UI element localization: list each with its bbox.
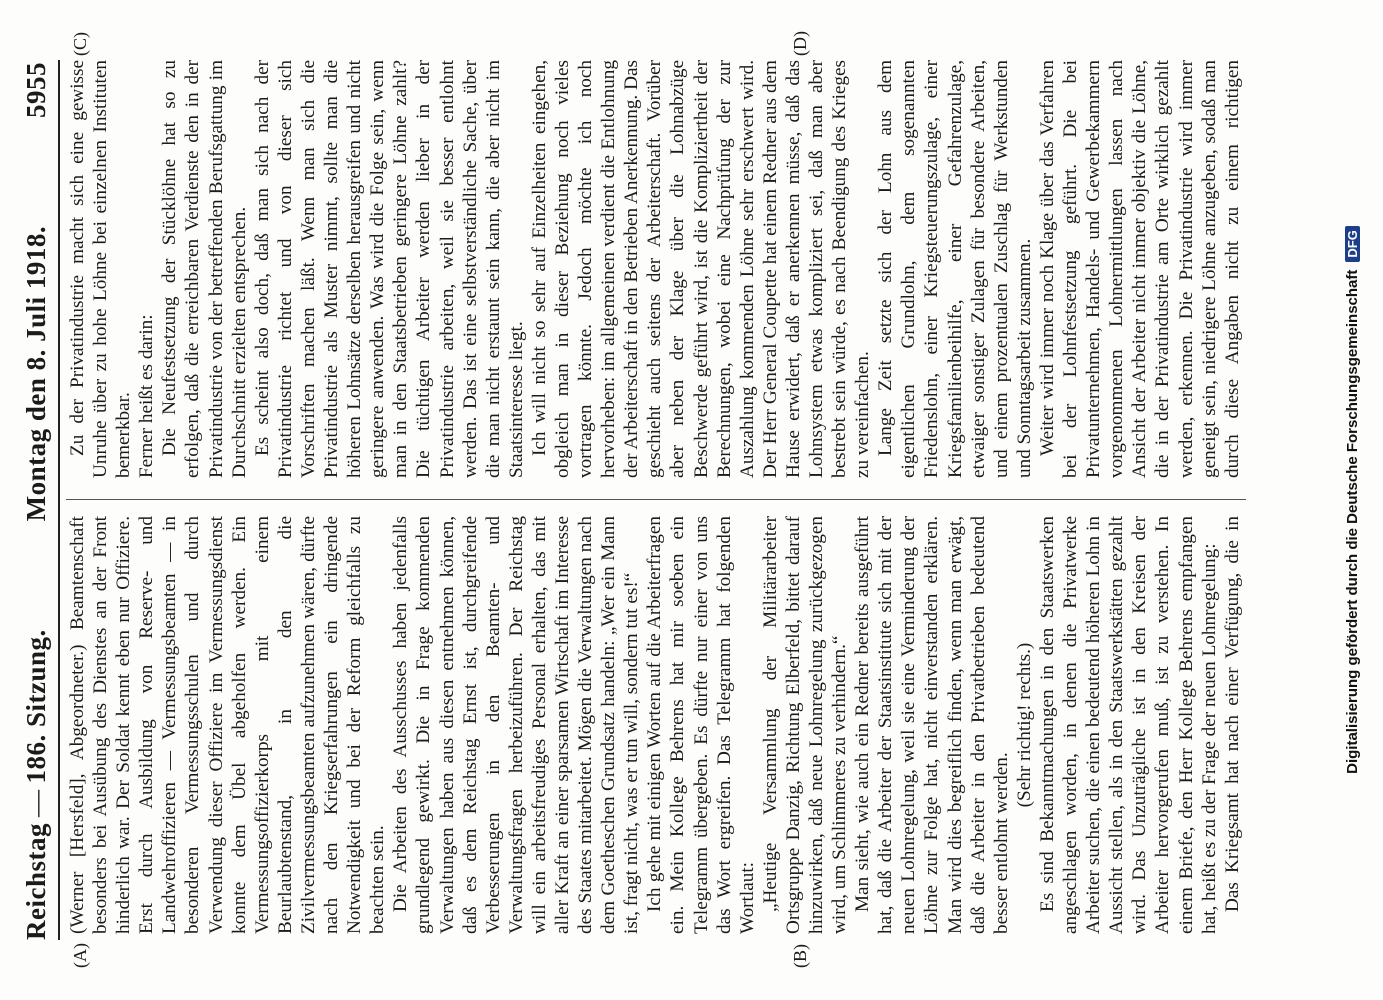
quoted-decree: Zu der Privatindustrie macht sich eine gewisse Unruhe über zu hohe Löhne bei einzelnen Instituten bemerkbar. <box>67 60 135 478</box>
margin-marker-d: (D) <box>790 31 810 56</box>
digitization-credit <box>1340 0 1364 1000</box>
header-title-group <box>21 629 52 940</box>
margin-marker-b: (B) <box>790 944 810 968</box>
paragraph: Weiter wird immer noch Klage über das Verfahren bei der Lohnfestsetzung geführt. Die bei Privatunternehmen, Handels- und Gewerbekammern vorgenommenen Lohnermittlungen lassen nach Ansicht der Arbeiter nicht immer objektiv die Löhne, die in der Privatindustrie am Orte wirklich gezahlt werden, erkennen. Die Privatindustrie wird immer geneigt sein, niedrigere Löhne anzugeben, sodaß man durch diese Angaben nicht zu einem richtigen <box>1036 60 1243 478</box>
paragraph: Ich gehe mit einigen Worten auf die Arbeiterfragen ein. Mein Kollege Behrens hat mir soeben ein Telegramm übergeben. Es dürfte nur einer von uns das Wort ergreifen. Das Telegramm hat folgenden Wortlaut: <box>644 516 758 934</box>
header-parliament: Reichstag <box>20 823 51 940</box>
quoted-letter: Das Kriegsamt hat nach einer Verfügung, die in <box>1221 516 1243 912</box>
paragraph: Es sind Bekanntmachungen in den Staatswerken angeschlagen worden, in denen die Privatwerke Arbeiter suchen, die einen bedeutend höheren Lohn in Aussicht stellen, als in den Staatswerkstätten gezahlt wird. Das Unzuträgliche ist in den Kreisen der Arbeiter hervorgerufen muß, ist zu verstehen. In einem Briefe, den Herr Kollege Behrens empfangen hat, heißt es zu der Frage der neuen Lohnregelung: <box>1036 516 1220 934</box>
paragraph: Ferner heißt es darin: <box>136 314 158 478</box>
column-divider <box>66 499 1246 500</box>
header-rule <box>58 60 60 940</box>
header-session: 186. Sitzung. <box>20 629 51 784</box>
header-page-number: 5955 <box>20 62 51 119</box>
margin-marker-c: (C) <box>70 32 90 56</box>
paragraph: Es scheint also doch, daß man sich nach der Privatindustrie richtet und von dieser sich Vorschriften machen läßt. Wenn man sich die Privatindustrie als Muster nimmt, sollte man die höheren Lohnsätze derselben herausgreifen und nicht geringere anwenden. Was wird die Folge sein, wenn man in den Staatsbetrieben geringere Löhne zahlt? Die tüchtigen Arbeiter werden lieber in der Privatindustrie arbeiten, weil sie besser entlohnt werden. Das ist eine selbstverständliche Sache, über die man nicht erstaunt sein kann, die aber nicht im Staatsinteresse liegt. <box>251 60 527 478</box>
quoted-decree: Die Neufestsetzung der Stücklöhne hat so zu erfolgen, daß die erreichbaren Verdienste den in der Privatindustrie von der betreffenden Berufsgattung im Durchschnitt erzielten entsprechen. <box>159 60 250 478</box>
paragraph: Die Arbeiten des Ausschusses haben jedenfalls grundlegend gewirkt. Die in Frage kommenden Verwaltungen haben aus diesen entnehmen können, daß es dem Reichstag Ernst ist, durchgreifende Verbesserungen in den Beamten- und Verwaltungsfragen herbeizuführen. Der Reichstag will ein arbeitsfreudiges Personal erhalten, das mit aller Kraft an einer sparsamen Wirtschaft im Interesse des Staates mitarbeitet. Mögen die Verwaltungen nach dem Goetheschen Grundsatz handeln: „Wer ein Mann ist, fragt nicht, was er tun will, sondern tut es!“ <box>390 516 643 934</box>
header-date: Montag den 8. Juli 1918. <box>20 225 51 522</box>
interjection: (Sehr richtig! rechts.) <box>1013 642 1035 808</box>
dfg-logo: DFG <box>1345 226 1360 261</box>
credit-text: Digitalisierung gefördert durch die Deutsche Forschungsgemeinschaft <box>1343 269 1361 774</box>
paragraph: (Werner [Hersfeld], Abgeordneter.) Beamtenschaft besonders bei Ausübung des Dienstes an der Front hinderlich war. Der Soldat kennt eben nur Offiziere. Erst durch Ausbildung von Reserve- und Landwehroffizieren — Vermessungsbeamten — in besonderen Vermessungsschulen und durch Verwendung dieser Offiziere im Vermessungsdienst konnte dem Übel abgeholfen werden. Ein Vermessungsoffizierkorps mit einem Beurlaubtenstand, in den die Zivilvermessungsbeamten aufzunehmen wären, dürfte nach den Kriegserfahrungen ein dringende Notwendigkeit und bei der Reform gleichfalls zu beachten sein. <box>67 516 389 934</box>
quoted-telegram: „Heutige Versammlung der Militärarbeiter Ortsgruppe Danzig, Richtung Elberfeld, bittet darauf hinzuwirken, daß neue Lohnregelung zurückgezogen wird, um Schlimmeres zu verhindern.“ <box>759 516 851 934</box>
paragraph: Man sieht, wie auch ein Redner bereits ausgeführt hat, daß die Arbeiter der Staatsinstitute sich mit der neuen Lohnregelung, weil sie eine Verminderung der Löhne zur Folge hat, nicht einverstanden erklären. Man wird dies begreiflich finden, wenn man erwägt, daß die Arbeiter in den Privatbetrieben bedeutend besser entlohnt werden. <box>852 516 1012 934</box>
paragraph: Lange Zeit setzte sich der Lohn aus dem eigentlichen Grundlohn, dem sogenannten Friedenslohn, einer Kriegsteuerungszulage, einer Kriegsfamilienbeihilfe, einer Gefahrenzulage, etwaiger sonstiger Zulagen für besondere Arbeiten, und einem prozentualen Zuschlag für Werkstunden und Sonntagsarbeit zusammen. <box>875 60 1035 478</box>
left-column <box>66 516 1246 934</box>
header-separator: — <box>20 789 51 818</box>
page-header <box>16 62 56 940</box>
margin-marker-a: (A) <box>70 943 90 968</box>
right-column <box>66 60 1246 478</box>
paragraph: Ich will nicht so sehr auf Einzelheiten eingehen, obgleich man in dieser Beziehung noch vieles vortragen könnte. Jedoch möchte ich noch hervorheben: im allgemeinen verdient die Entlohnung der Arbeiterschaft in den Betrieben Anerkennung. Das geschieht auch seitens der Arbeiterschaft. Vorüber aber neben der Klage über die Lohnabzüge Beschwerde geführt wird, ist die Kompliziertheit der Berechnungen, wobei eine Nachprüfung der zur Auszahlung kommenden Löhne sehr erschwert wird. Der Herr General Coupette hat einem Redner aus dem Hause erwidert, daß er anerkennen müsse, daß das Lohnsystem etwas kompliziert sei, daß man aber bestrebt sein würde, es nach Beendigung des Krieges zu vereinfachen. <box>528 60 874 478</box>
